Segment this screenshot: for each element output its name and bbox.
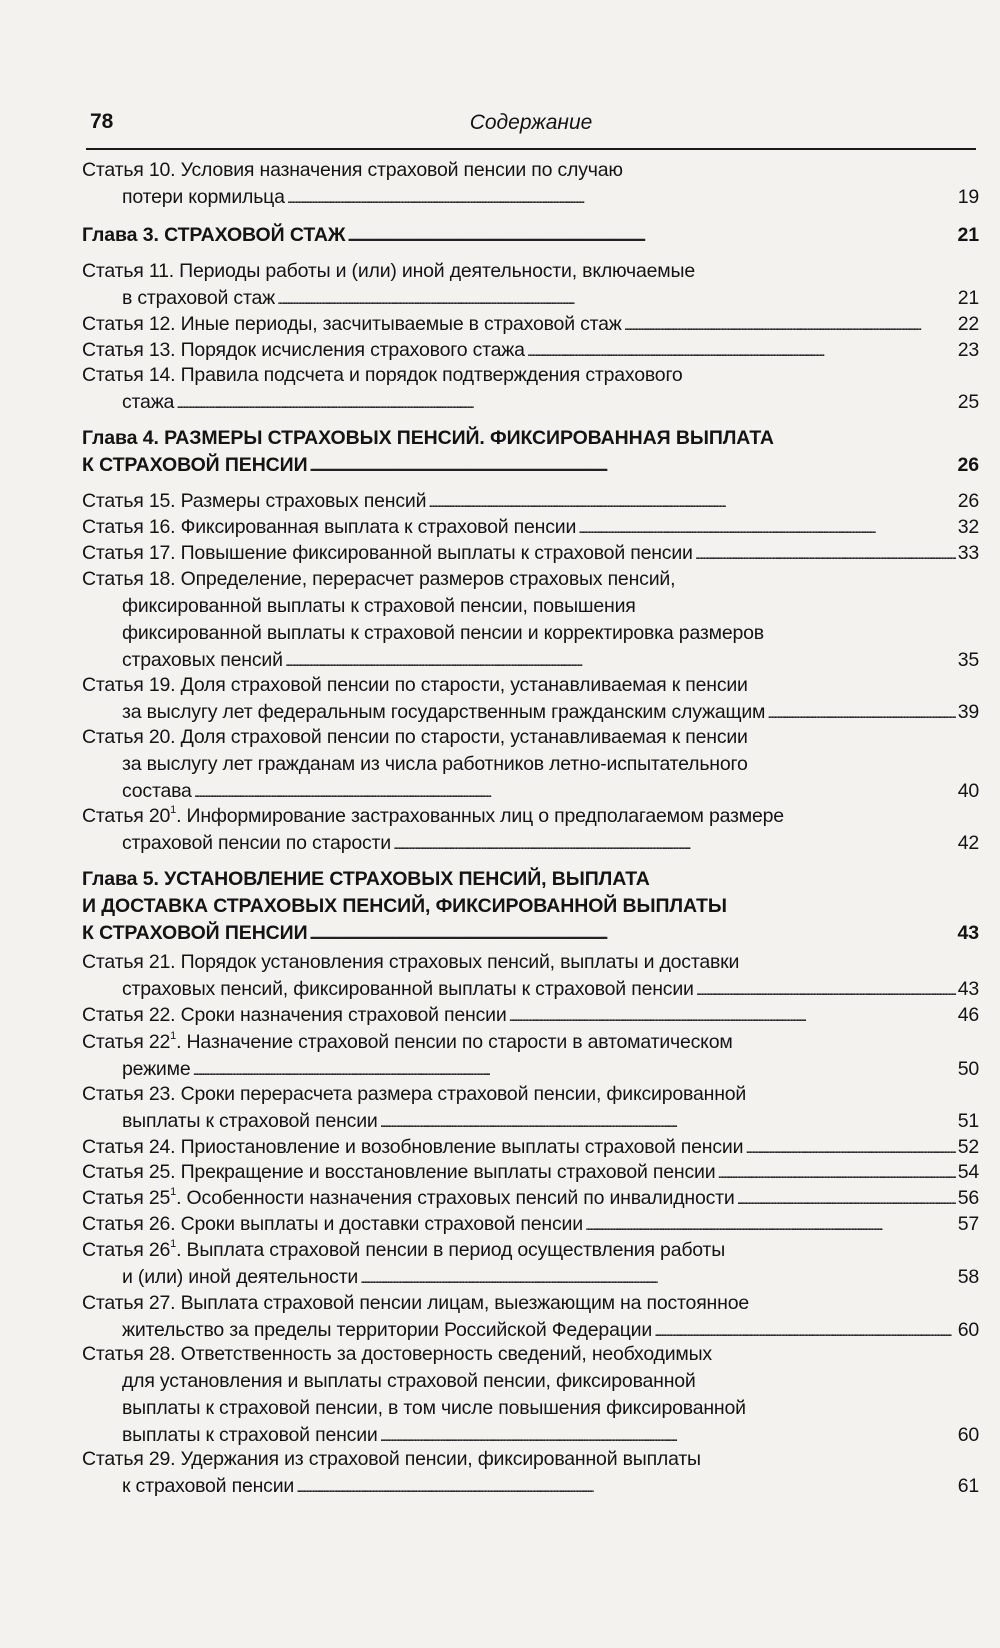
running-title: Содержание [469,111,593,134]
toc-line [82,1290,979,1317]
toc-line [82,337,979,364]
page-header [86,108,976,150]
toc-line-text: состава [122,780,192,802]
toc-line-text: за выслугу лет федеральным государственным гражданским служащим [122,701,766,723]
toc-line-text: Статья 10. Условия назначения страховой пенсии по случаю [82,159,623,181]
toc-article [82,514,979,541]
toc-line [82,1422,979,1449]
toc-page-number: 40 [957,780,979,802]
dot-leader [585,1211,956,1239]
toc-line [82,1081,979,1108]
toc-line-text: фиксированной выплаты к страховой пенсии и корректировка размеров [122,622,764,644]
toc-page-number: 56 [957,1187,979,1209]
toc-line [82,514,979,541]
toc-page-number: 43 [957,978,979,1000]
toc-line [82,566,979,593]
dot-leader [717,1159,955,1187]
toc-page-number: 42 [957,832,979,854]
dot-leader [527,337,956,365]
dot-leader [578,514,956,542]
toc-line-text: Статья 25. Прекращение и восстановление выплаты страховой пенсии [82,1161,716,1183]
dot-leader [176,389,956,417]
toc-article [82,566,979,674]
toc-line-text: Статья 16. Фиксированная выплата к страховой пенсии [82,516,577,538]
toc-chapter [82,866,979,947]
toc-line-text: и (или) иной деятельности [122,1266,359,1288]
toc-line-text: Глава 4. РАЗМЕРЫ СТРАХОВЫХ ПЕНСИЙ. ФИКСИРОВАННАЯ ВЫПЛАТА [82,427,774,449]
toc-line-text: выплаты к страховой пенсии, в том числе повышения фиксированной [122,1397,746,1419]
dot-leader [360,1264,956,1292]
toc-article [82,1029,979,1083]
toc-line-text: страховой пенсии по старости [122,832,391,854]
toc-page-number: 25 [957,391,979,413]
toc-line [82,1473,979,1500]
dot-leader [695,540,956,568]
dot-leader [380,1108,956,1136]
toc-line-text: стажа [122,391,175,413]
article-title: . Выплата страховой пенсии в период осуществления работы [176,1239,726,1261]
dot-leader [745,1134,955,1162]
toc-line [82,1002,979,1029]
toc-line [82,1185,979,1212]
dot-leader [287,184,956,212]
toc-article [82,1237,979,1291]
toc-line-text: К СТРАХОВОЙ ПЕНСИИ [82,922,308,944]
dot-leader [347,222,955,250]
article-number: Статья 22 [82,1031,171,1053]
toc-page-number: 60 [957,1424,979,1446]
toc-line-text [82,1185,735,1212]
article-number: Статья 20 [82,805,171,827]
toc-line-text: страховых пенсий [122,649,283,671]
toc-article [82,1159,979,1186]
toc-line [82,778,979,805]
toc-line [82,620,979,647]
toc-chapter [82,425,979,479]
toc-line [82,1211,979,1238]
toc-page-number: 60 [957,1319,979,1341]
dot-leader [509,1002,956,1030]
toc-line-text: жительство за пределы территории Российской Федерации [122,1319,653,1341]
toc-line-text: Глава 3. СТРАХОВОЙ СТАЖ [82,224,346,246]
toc-line-text: Статья 28. Ответственность за достоверность сведений, необходимых [82,1343,712,1365]
toc-article [82,1446,979,1500]
toc-line-text: Статья 17. Повышение фиксированной выплаты к страховой пенсии [82,542,693,564]
article-superscript: 1 [170,803,177,816]
toc-line-text: выплаты к страховой пенсии [122,1110,378,1132]
toc-line [82,893,979,920]
toc-line-text: К СТРАХОВОЙ ПЕНСИИ [82,454,308,476]
toc-page-number: 33 [957,542,979,564]
toc-article [82,1290,979,1344]
dot-leader [192,1056,955,1084]
toc-line [82,1159,979,1186]
dot-leader [696,976,956,1004]
toc-line [82,389,979,416]
toc-line [82,724,979,751]
toc-page-number: 46 [957,1004,979,1026]
toc-page-number: 51 [957,1110,979,1132]
toc-line-text: Статья 22. Сроки назначения страховой пенсии [82,1004,507,1026]
dot-leader [737,1185,956,1213]
toc-article [82,1081,979,1135]
toc-line [82,1056,979,1083]
dot-leader [393,830,956,858]
toc-line [82,1446,979,1473]
toc-line [82,488,979,515]
toc-page-number: 58 [957,1266,979,1288]
toc-article [82,672,979,726]
article-title: . Особенности назначения страховых пенсий по инвалидности [176,1187,735,1209]
toc-line-text: Статья 12. Иные периоды, засчитываемые в страховой стаж [82,313,622,335]
toc-page-number: 43 [957,922,979,944]
toc-article [82,488,979,515]
toc-page-number: 57 [957,1213,979,1235]
toc-line-text [82,805,784,827]
article-title: . Информирование застрахованных лиц о предполагаемом размере [176,805,784,827]
toc-page-number: 32 [957,516,979,538]
toc-line-text: Статья 13. Порядок исчисления страхового стажа [82,339,525,361]
toc-line-text: страховых пенсий, фиксированной выплаты к страховой пенсии [122,978,694,1000]
article-superscript: 1 [170,1185,177,1198]
toc-line-text: Статья 18. Определение, перерасчет размеров страховых пенсий, [82,568,676,590]
toc-line-text: Статья 20. Доля страховой пенсии по старости, устанавливаемая к пенсии [82,726,748,748]
toc-article [82,803,979,857]
toc-line [82,425,979,452]
toc-line-text [82,1239,725,1261]
toc-line-text: Статья 14. Правила подсчета и порядок подтверждения страхового [82,364,683,386]
toc-line [82,258,979,285]
toc-line [82,452,979,479]
toc-page-number: 23 [957,339,979,361]
toc-article [82,337,979,364]
toc-line [82,1237,979,1264]
toc-page-number: 26 [957,490,979,512]
toc-article [82,1134,979,1161]
dot-leader [767,699,955,727]
toc-article [82,311,979,338]
toc-line-text: Статья 11. Периоды работы и (или) иной деятельности, включаемые [82,260,695,282]
toc-line-text: за выслугу лет гражданам из числа работников летно-испытательного [122,753,748,775]
toc-line-text: Статья 15. Размеры страховых пенсий [82,490,427,512]
dot-leader [194,778,956,806]
toc-line-text: Статья 23. Сроки перерасчета размера страховой пенсии, фиксированной [82,1083,747,1105]
toc-line [82,1108,979,1135]
toc-line [82,1368,979,1395]
toc-line [82,157,979,184]
toc-line [82,184,979,211]
toc-page-number: 22 [957,313,979,335]
dot-leader [285,647,956,675]
toc-article [82,258,979,312]
toc-line [82,1317,979,1344]
toc-page-number: 50 [957,1058,979,1080]
toc-article [82,157,979,211]
dot-leader [310,920,956,948]
toc-line [82,976,979,1003]
toc-line [82,647,979,674]
toc-line-text: Статья 27. Выплата страховой пенсии лицам, выезжающим на постоянное [82,1292,749,1314]
toc-article [82,1185,979,1212]
toc-line [82,866,979,893]
toc-page-number: 19 [957,186,979,208]
toc-line [82,1341,979,1368]
toc-line [82,672,979,699]
toc-page-number: 54 [957,1161,979,1183]
toc-line [82,222,979,249]
article-superscript: 1 [170,1237,177,1250]
dot-leader [277,285,956,313]
toc-line-text [82,1031,733,1053]
toc-line-text: потери кормильца [122,186,285,208]
toc-line-text: выплаты к страховой пенсии [122,1424,378,1446]
toc-line [82,593,979,620]
article-superscript: 1 [170,1029,177,1042]
toc-line [82,699,979,726]
toc-line-text: Статья 29. Удержания из страховой пенсии, фиксированной выплаты [82,1448,701,1470]
toc-article [82,949,979,1003]
toc-article [82,724,979,805]
toc-page-number: 52 [957,1136,979,1158]
toc-line [82,1395,979,1422]
toc-line [82,1134,979,1161]
dot-leader [624,311,956,339]
toc-article [82,1211,979,1238]
page-number: 78 [90,110,114,133]
toc-line [82,803,979,830]
toc-page-number: 21 [957,224,979,246]
toc-line-text: для установления и выплаты страховой пенсии, фиксированной [122,1370,696,1392]
toc-page-number: 21 [957,287,979,309]
toc-line-text: Статья 19. Доля страховой пенсии по старости, устанавливаемая к пенсии [82,674,748,696]
toc-line [82,1029,979,1056]
toc-article [82,540,979,567]
dot-leader [428,488,955,516]
toc-line [82,285,979,312]
article-number: Статья 25 [82,1187,171,1209]
toc-line [82,540,979,567]
toc-line-text: фиксированной выплаты к страховой пенсии, повышения [122,595,636,617]
toc-article [82,1341,979,1449]
toc-line [82,362,979,389]
toc-line-text: Глава 5. УСТАНОВЛЕНИЕ СТРАХОВЫХ ПЕНСИЙ, ВЫПЛАТА [82,868,650,890]
toc-line-text: Статья 24. Приостановление и возобновление выплаты страховой пенсии [82,1136,744,1158]
toc-line-text: Статья 26. Сроки выплаты и доставки страховой пенсии [82,1213,583,1235]
toc-article [82,1002,979,1029]
toc-page-number: 35 [957,649,979,671]
article-number: Статья 26 [82,1239,171,1261]
toc-chapter [82,222,979,249]
toc-line [82,751,979,778]
toc-page-number: 26 [957,454,979,476]
toc-page-number: 39 [957,701,979,723]
toc-line-text: режиме [122,1058,191,1080]
dot-leader [310,452,956,480]
toc-line-text: Статья 21. Порядок установления страховых пенсий, выплаты и доставки [82,951,740,973]
toc-line [82,920,979,947]
dot-leader [296,1473,956,1501]
toc-page-number: 61 [957,1475,979,1497]
toc-line-text: в страховой стаж [122,287,275,309]
article-title: . Назначение страховой пенсии по старости в автоматическом [176,1031,733,1053]
toc-line [82,830,979,857]
toc-line-text: к страховой пенсии [122,1475,295,1497]
toc-article [82,362,979,416]
toc-line [82,311,979,338]
toc-line [82,1264,979,1291]
toc-line [82,949,979,976]
toc-line-text: И ДОСТАВКА СТРАХОВЫХ ПЕНСИЙ, ФИКСИРОВАННОЙ ВЫПЛАТЫ [82,895,727,917]
